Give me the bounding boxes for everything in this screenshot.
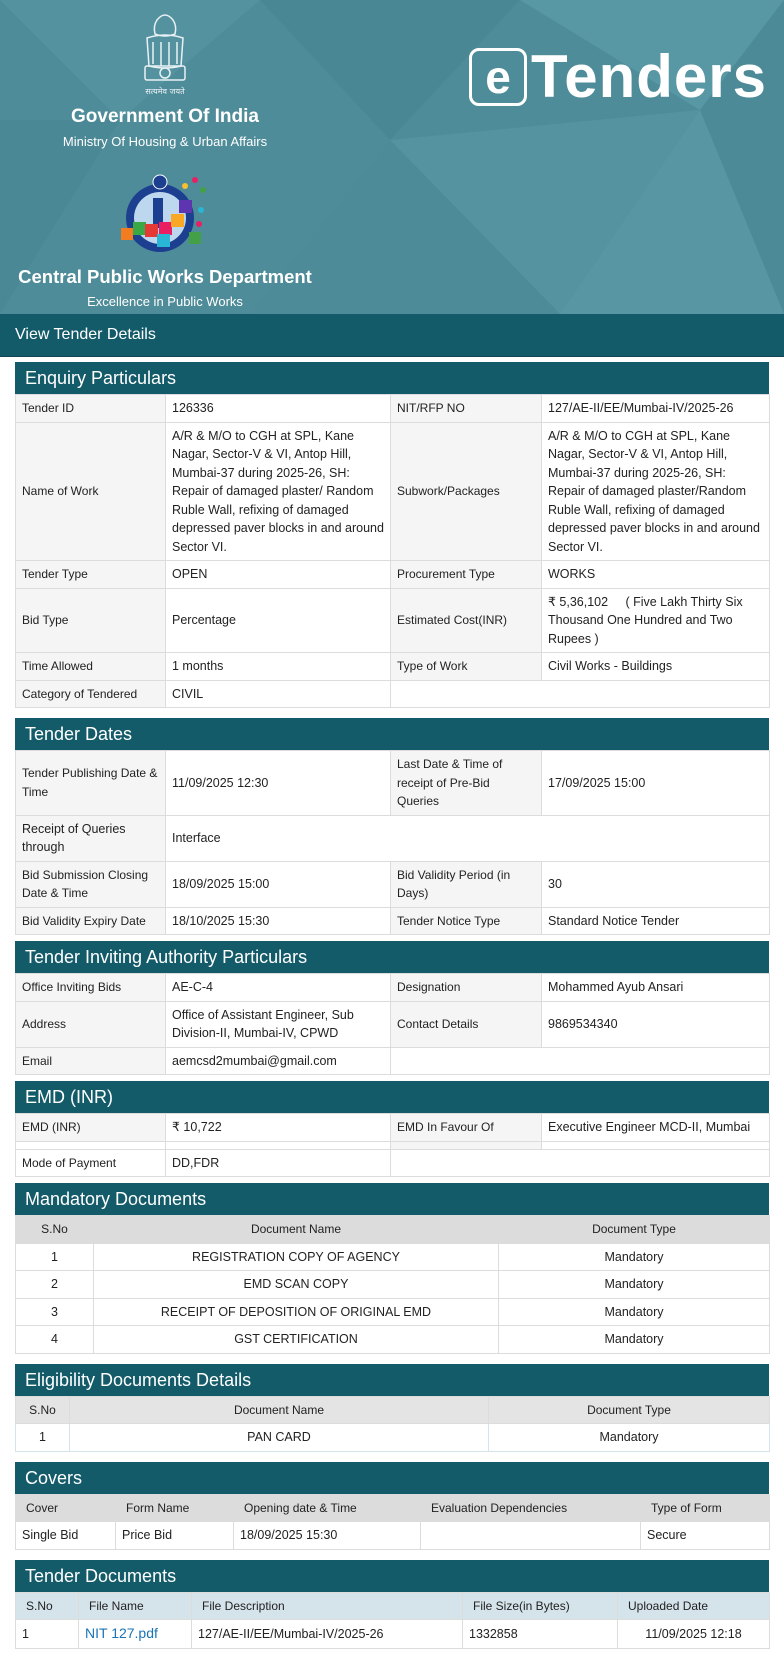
serial-cell: 2 [16,1271,94,1299]
table-header-row [16,1494,770,1522]
emd-section [15,1081,769,1177]
designation-value: Mohammed Ayub Ansari [542,974,770,1002]
field-label: NIT/RFP NO [391,395,542,423]
serial-cell: 1 [16,1424,70,1452]
eligibility-documents-section [15,1364,769,1452]
section-title: EMD (INR) [15,1081,769,1113]
field-label: EMD In Favour Of [391,1114,542,1142]
column-header: Opening date & Time [234,1494,421,1522]
table-row [16,395,770,423]
mode-of-payment-value: DD,FDR [166,1149,391,1177]
field-label: Contact Details [391,1001,542,1047]
file-description-cell: 127/AE-II/EE/Mumbai-IV/2025-26 [192,1620,463,1649]
field-label: Bid Submission Closing Date & Time [16,861,166,907]
government-branding [0,8,330,149]
table-row [16,815,770,861]
clipped-value [166,1141,391,1149]
column-header: Uploaded Date [618,1592,770,1620]
dates-table [15,750,770,935]
tender-dates-section [15,718,769,935]
field-label: Tender Publishing Date & Time [16,751,166,816]
table-row [16,1424,770,1452]
table-row [16,588,770,653]
site-header [0,0,784,314]
document-type-cell: Mandatory [499,1298,770,1326]
covers-section [15,1462,769,1550]
field-label: Tender Notice Type [391,907,542,935]
field-label: Receipt of Queries through [16,815,166,861]
field-label: Subwork/Packages [391,422,542,561]
column-header: Evaluation Dependencies [421,1494,641,1522]
file-size-cell: 1332858 [463,1620,618,1649]
authority-section [15,941,769,1075]
column-header: Cover [16,1494,116,1522]
column-header: Document Name [70,1396,489,1424]
field-label: Address [16,1001,166,1047]
column-header: S.No [16,1396,70,1424]
emd-favour-value: Executive Engineer MCD-II, Mumbai [542,1114,770,1142]
field-label: Mode of Payment [16,1149,166,1177]
table-row [16,422,770,561]
field-label: Estimated Cost(INR) [391,588,542,653]
table-row [16,653,770,681]
field-label: Bid Type [16,588,166,653]
section-title: Enquiry Particulars [15,362,769,394]
field-label: Bid Validity Period (in Days) [391,861,542,907]
closing-date-value: 18/09/2025 15:00 [166,861,391,907]
evaluation-dependencies-cell [421,1522,641,1550]
table-header-row [16,1216,770,1244]
emblem-motto: सत्यमेव जयते [145,87,185,96]
field-label: Name of Work [16,422,166,561]
table-header-row [16,1592,770,1620]
table-header-row [16,1396,770,1424]
prebid-date-value: 17/09/2025 15:00 [542,751,770,816]
serial-cell: 3 [16,1298,94,1326]
table-row [16,1620,770,1649]
column-header: Document Name [94,1216,499,1244]
table-row [16,1326,770,1354]
government-title: Government Of India [71,106,259,127]
emd-value: ₹ 10,722 [166,1114,391,1142]
field-label: Bid Validity Expiry Date [16,907,166,935]
field-label: Designation [391,974,542,1002]
field-label: Last Date & Time of receipt of Pre-Bid Queries [391,751,542,816]
empty-cell [391,680,770,708]
clipped-row [16,1141,770,1149]
document-name-cell: PAN CARD [70,1424,489,1452]
type-of-work-value: Civil Works - Buildings [542,653,770,681]
table-row [16,907,770,935]
empty-cell [391,1149,770,1177]
serial-cell: 1 [16,1620,79,1649]
estimated-cost-value: ₹ 5,36,102 ( Five Lakh Thirty Six Thousand One Hundred and Two Rupees ) [542,588,770,653]
opening-date-cell: 18/09/2025 15:30 [234,1522,421,1550]
etenders-e-icon: e [469,48,527,106]
uploaded-date-cell: 11/09/2025 12:18 [618,1620,770,1649]
notice-type-value: Standard Notice Tender [542,907,770,935]
mandatory-documents-section [15,1183,769,1354]
table-row [16,1149,770,1177]
file-name-cell [79,1620,192,1649]
column-header: S.No [16,1216,94,1244]
field-label: Tender Type [16,561,166,589]
cpwd-branding [0,170,330,309]
table-row [16,1271,770,1299]
clipped-label [16,1141,166,1149]
ministry-subtitle: Ministry Of Housing & Urban Affairs [62,134,268,149]
column-header: Type of Form [641,1494,770,1522]
field-label: Procurement Type [391,561,542,589]
empty-cell [391,1047,770,1075]
covers-table [15,1494,770,1550]
table-row [16,1047,770,1075]
category-value: CIVIL [166,680,391,708]
column-header: Document Type [489,1396,770,1424]
serial-cell: 4 [16,1326,94,1354]
section-title: Tender Inviting Authority Particulars [15,941,769,973]
column-header: S.No [16,1592,79,1620]
table-row [16,1522,770,1550]
field-label: Tender ID [16,395,166,423]
tender-documents-table [15,1592,770,1649]
document-type-cell: Mandatory [499,1243,770,1271]
etenders-wordmark: Tenders [531,43,767,110]
table-row [16,751,770,816]
type-of-form-cell: Secure [641,1522,770,1550]
table-row [16,1298,770,1326]
column-header: File Size(in Bytes) [463,1592,618,1620]
document-name-cell: REGISTRATION COPY OF AGENCY [94,1243,499,1271]
table-row [16,1001,770,1047]
column-header: Form Name [116,1494,234,1522]
section-title: Tender Documents [15,1560,769,1592]
tender-documents-section [15,1560,769,1649]
queries-value: Interface [166,815,770,861]
cpwd-title: Central Public Works Department [18,266,312,287]
emd-table [15,1113,770,1177]
document-type-cell: Mandatory [499,1271,770,1299]
tender-type-value: OPEN [166,561,391,589]
table-row [16,561,770,589]
cover-cell: Single Bid [16,1522,116,1550]
mandatory-documents-table [15,1215,770,1354]
section-title: Tender Dates [15,718,769,750]
cpwd-subtitle: Excellence in Public Works [87,294,243,309]
table-row [16,1243,770,1271]
field-label: Time Allowed [16,653,166,681]
serial-cell: 1 [16,1243,94,1271]
enquiry-table [15,394,770,708]
table-row [16,861,770,907]
document-name-cell: EMD SCAN COPY [94,1271,499,1299]
validity-period-value: 30 [542,861,770,907]
tender-id-value: 126336 [166,395,391,423]
publishing-date-value: 11/09/2025 12:30 [166,751,391,816]
time-allowed-value: 1 months [166,653,391,681]
bid-type-value: Percentage [166,588,391,653]
table-row [16,974,770,1002]
office-value: AE-C-4 [166,974,391,1002]
column-header: File Description [192,1592,463,1620]
name-of-work-value: A/R & M/O to CGH at SPL, Kane Nagar, Sector-V & VI, Antop Hill, Mumbai-37 during 2025-26, SH: Repair of damaged plaster/ Random Ruble Wall, refixing of damaged depressed paver blocks in and around Sector VI. [166,422,391,561]
email-value: aemcsd2mumbai@gmail.com [166,1047,391,1075]
column-header: Document Type [499,1216,770,1244]
contact-value: 9869534340 [542,1001,770,1047]
document-name-cell: RECEIPT OF DEPOSITION OF ORIGINAL EMD [94,1298,499,1326]
table-row [16,680,770,708]
tender-content [15,362,769,1659]
national-emblem-icon [135,8,195,98]
section-title: Mandatory Documents [15,1183,769,1215]
subwork-value: A/R & M/O to CGH at SPL, Kane Nagar, Sector-V & VI, Antop Hill, Mumbai-37 during 2025-26, SH: Repair of damaged plaster/Random Ruble Wall, refixing of damaged depressed paver blocks in and around Sector VI. [542,422,770,561]
authority-table [15,973,770,1075]
enquiry-particulars-section [15,362,769,708]
document-type-cell: Mandatory [489,1424,770,1452]
field-label: EMD (INR) [16,1114,166,1142]
clipped-cell [391,1141,542,1149]
nit-value: 127/AE-II/EE/Mumbai-IV/2025-26 [542,395,770,423]
field-label: Email [16,1047,166,1075]
section-title: Eligibility Documents Details [15,1364,769,1396]
address-value: Office of Assistant Engineer, Sub Division-II, Mumbai-IV, CPWD [166,1001,391,1047]
form-name-cell: Price Bid [116,1522,234,1550]
page-title: View Tender Details [0,314,784,357]
field-label: Office Inviting Bids [16,974,166,1002]
procurement-type-value: WORKS [542,561,770,589]
field-label: Type of Work [391,653,542,681]
document-name-cell: GST CERTIFICATION [94,1326,499,1354]
clipped-cell [542,1141,770,1149]
expiry-date-value: 18/10/2025 15:30 [166,907,391,935]
table-row [16,1114,770,1142]
etenders-logo[interactable] [469,43,767,110]
column-header: File Name [79,1592,192,1620]
eligibility-documents-table [15,1396,770,1452]
section-title: Covers [15,1462,769,1494]
field-label: Category of Tendered [16,680,166,708]
document-type-cell: Mandatory [499,1326,770,1354]
file-download-link[interactable]: NIT 127.pdf [85,1625,158,1641]
cpwd-logo-icon [115,170,215,258]
